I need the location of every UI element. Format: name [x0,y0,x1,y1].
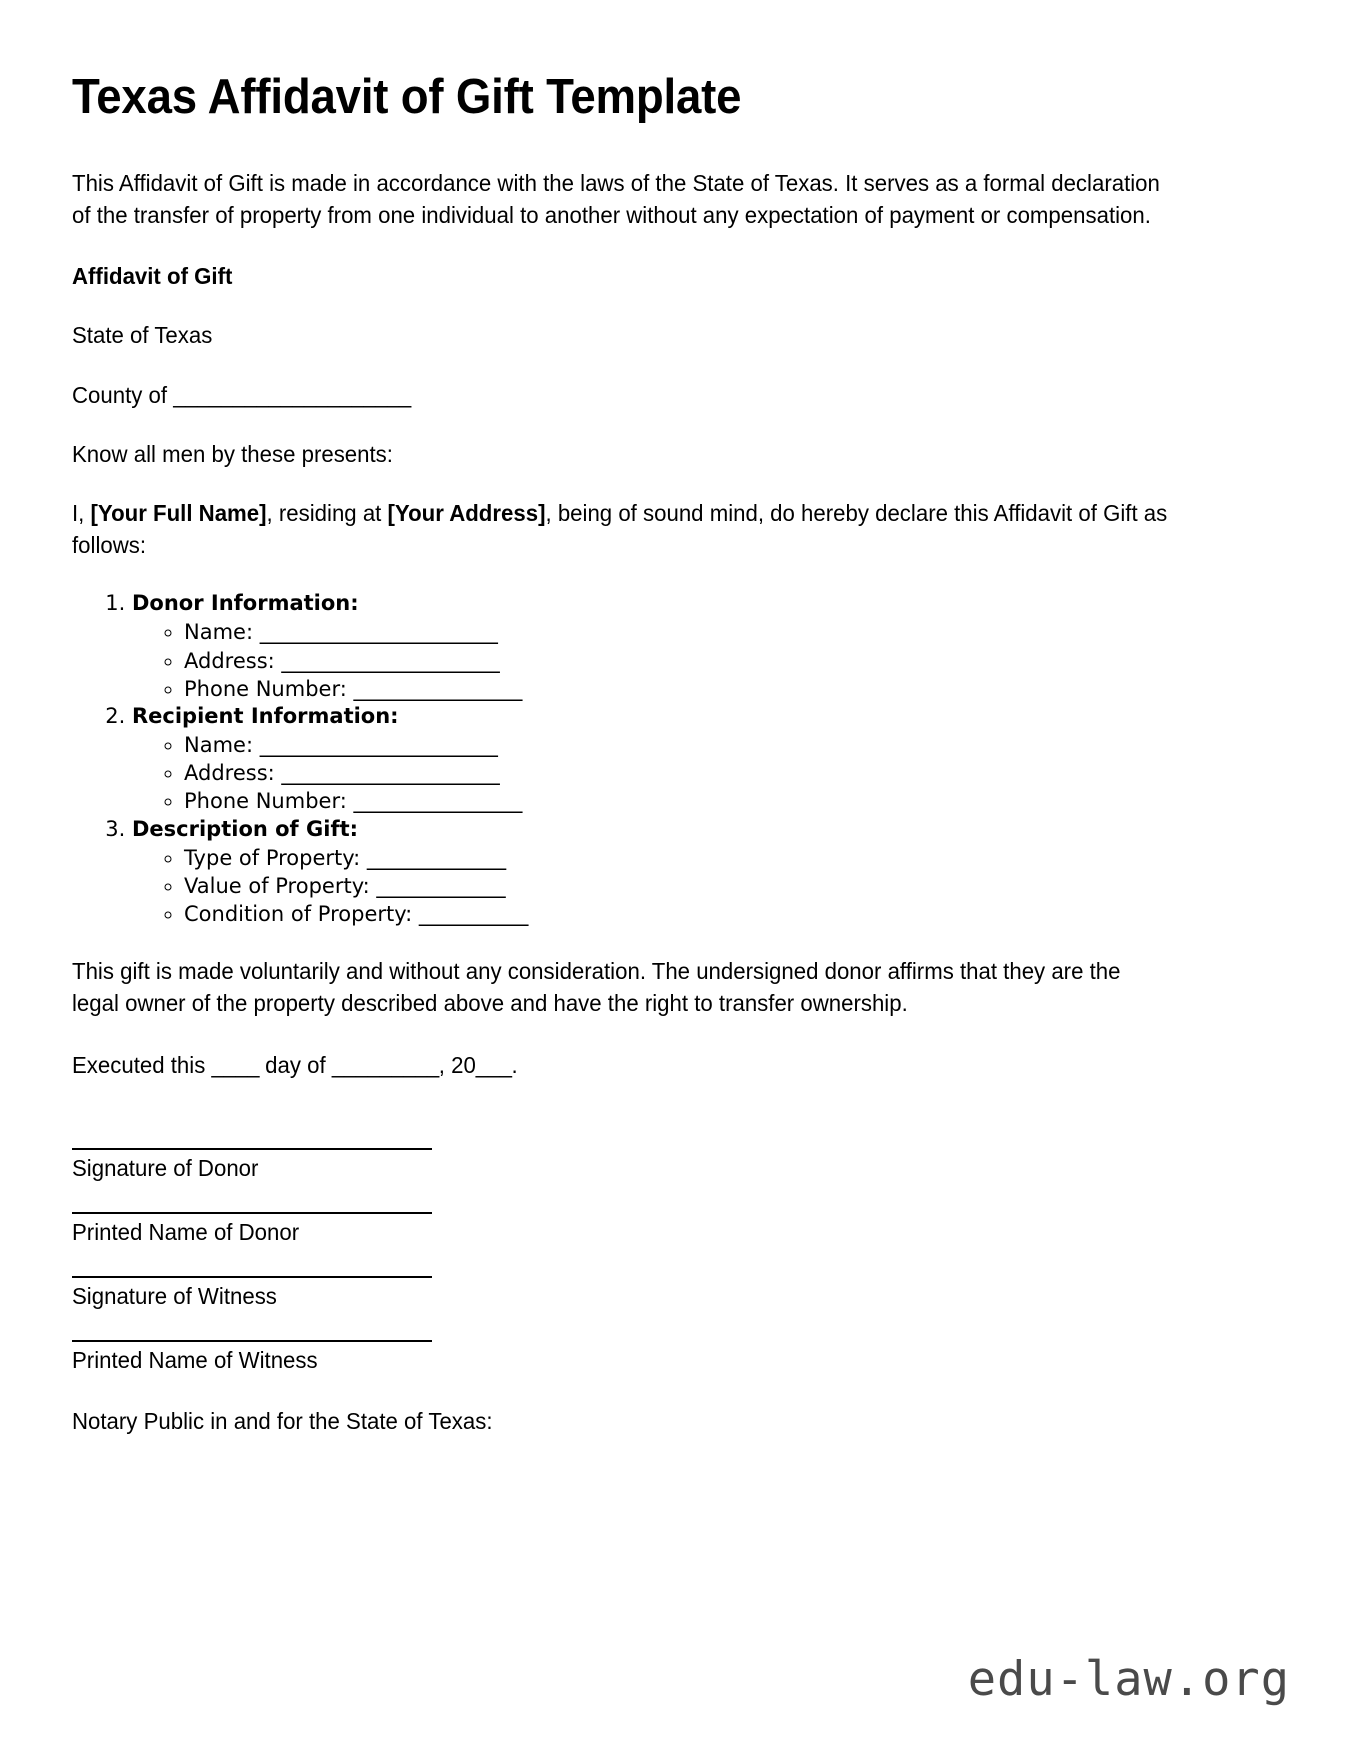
declaration-suffix: , being of sound mind, do hereby declare this Affidavit of Gift as follows: [72,500,1168,559]
state-line: State of Texas [72,322,213,349]
field-blank: ___________ [418,902,528,927]
signature-rule [72,1212,432,1214]
declaration-prefix: I, [72,500,91,526]
list-item-description-of-gift [132,816,1282,929]
declaration-paragraph [72,497,1173,561]
address-placeholder: [Your Address] [387,500,546,526]
field-label: Address: [184,761,282,786]
field-blank: ______________________ [281,648,500,673]
field-blank: ________________________ [259,620,498,645]
field-recipient-name [184,731,1282,759]
county-line [72,379,1215,411]
signature-label: Printed Name of Donor [72,1219,300,1245]
list-item-heading: Recipient Information: [132,704,399,728]
field-label: Name: [184,732,260,757]
signature-rule [72,1276,432,1278]
field-label: Type of Property: [184,845,367,870]
sub-list-recipient-fields [132,731,1282,816]
signature-label: Signature of Witness [72,1283,277,1310]
list-item-recipient-information [132,703,1282,816]
section-heading-affidavit-of-gift: Affidavit of Gift [72,263,233,290]
field-label: Name: [184,620,260,645]
executed-line [72,1049,1215,1081]
list-item-heading: Donor Information: [132,591,359,616]
voluntary-paragraph: This gift is made voluntarily and without any consideration. The undersigned donor affirms that they are the legal owner of the property described above and have the right to transfer ownership. [72,958,1121,1017]
sub-list-gift-fields [132,844,1282,929]
signature-rule [72,1340,432,1342]
field-recipient-address [184,759,1282,787]
declaration-middle: , residing at [266,500,388,526]
executed-year-blank: ___ [475,1051,512,1078]
signature-block-donor-signature [72,1148,1282,1182]
know-all-men-line: Know all men by these presents: [72,440,393,467]
field-condition-of-property [184,900,1282,928]
signature-label: Signature of Donor [72,1154,259,1181]
field-label: Value of Property: [184,873,377,898]
list-item-heading: Description of Gift: [132,816,359,841]
field-value-of-property [184,872,1282,900]
sub-list-donor-fields [132,618,1282,703]
executed-month-blank: _________ [331,1051,439,1078]
executed-period: . [511,1051,518,1078]
intro-paragraph: This Affidavit of Gift is made in accordance with the laws of the State of Texas. It serves as a formal declaration of the transfer of property from one individual to another without any expectation of payment or compensation. [72,169,1160,229]
page-title: Texas Affidavit of Gift Template [72,70,742,124]
county-label: County of [72,381,174,408]
field-label: Condition of Property: [184,902,419,927]
signature-spacer [72,1108,1282,1148]
field-label: Phone Number: [184,789,354,814]
affidavit-items-list [72,590,1282,928]
county-blank: ____________________ [173,381,411,408]
list-item-donor-information [132,590,1282,703]
field-blank: ______________________ [281,761,500,786]
field-blank: ________________________ [259,732,498,757]
field-donor-phone [184,675,1282,703]
field-recipient-phone [184,787,1282,815]
full-name-placeholder: [Your Full Name] [90,500,267,526]
field-blank: _________________ [353,789,522,814]
field-blank: _____________ [376,873,506,898]
field-blank: _________________ [353,676,522,701]
field-label: Address: [184,648,282,673]
signature-label: Printed Name of Witness [72,1347,318,1374]
signature-block-witness-printed-name [72,1340,1282,1374]
executed-prefix: Executed this [72,1051,212,1078]
field-type-of-property [184,844,1282,872]
notary-line: Notary Public in and for the State of Texas: [72,1407,493,1434]
field-label: Phone Number: [184,676,354,701]
signature-block-donor-printed-name [72,1212,1282,1246]
executed-dayof: day of [259,1051,332,1078]
field-donor-address [184,647,1282,675]
executed-day-blank: ____ [211,1051,260,1078]
signature-block-witness-signature [72,1276,1282,1310]
executed-year-prefix: , 20 [438,1051,476,1078]
field-blank: ______________ [366,845,506,870]
field-donor-name [184,618,1282,646]
signature-rule [72,1148,432,1150]
site-watermark: edu-law.org [967,1652,1290,1707]
